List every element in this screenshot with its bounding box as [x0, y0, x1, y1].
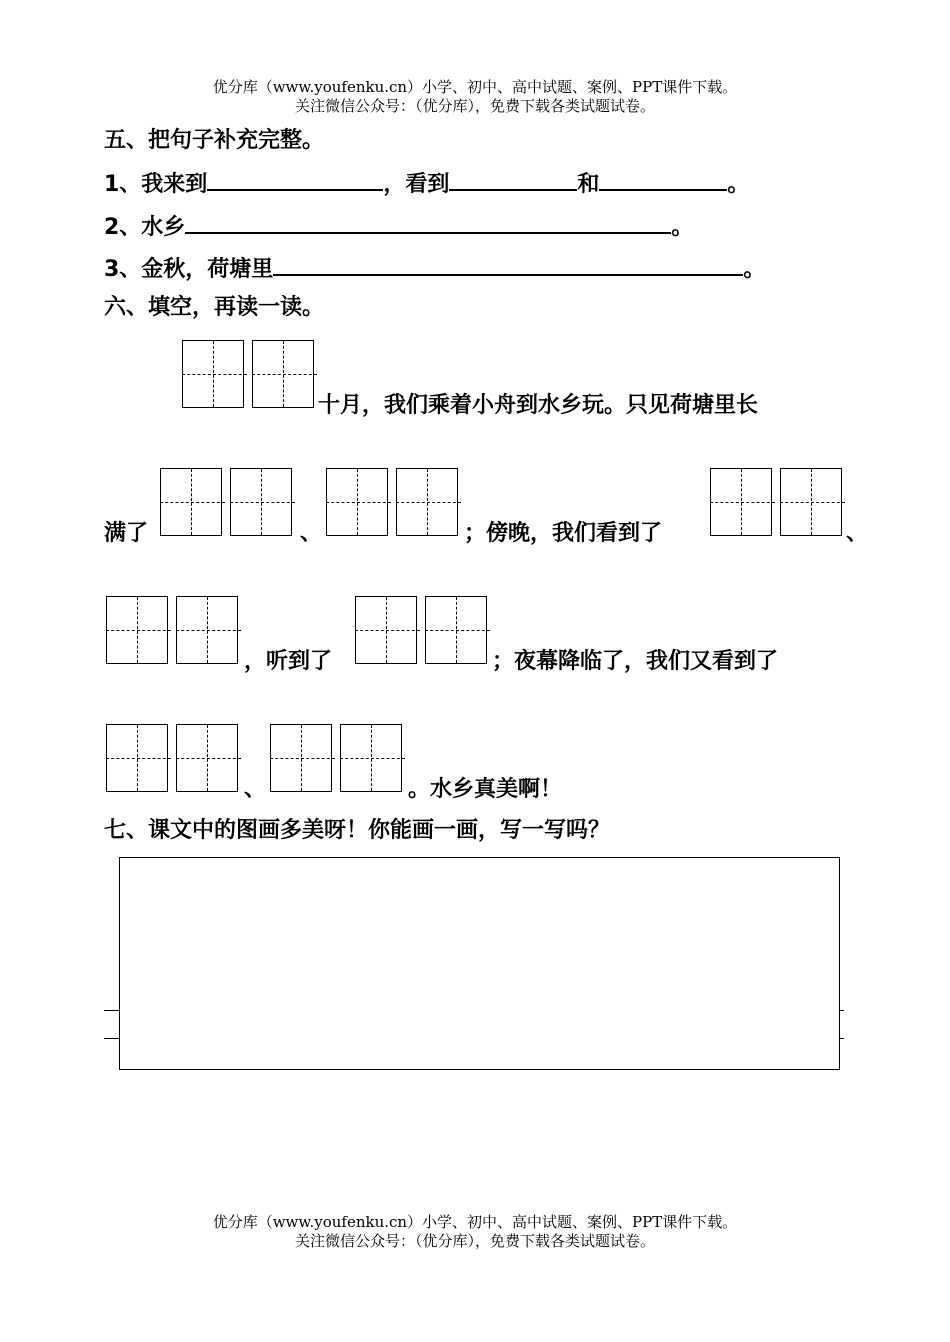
- question-1-mid: ，看到: [383, 172, 450, 197]
- question-2-prefix: 2、水乡: [104, 215, 186, 240]
- paragraph-line-4-end: 。水乡真美啊！: [408, 777, 563, 802]
- char-box[interactable]: [326, 468, 388, 536]
- paragraph-line-1: 十月，我们乘着小舟到水乡玩。只见荷塘里长: [318, 393, 759, 418]
- question-2: [104, 210, 693, 242]
- paragraph-line-3-end: ；夜幕降临了，我们又看到了: [492, 649, 779, 674]
- char-box[interactable]: [176, 724, 238, 792]
- question-1-and: 和: [577, 172, 600, 197]
- question-3-prefix: 3、金秋，荷塘里: [104, 257, 274, 282]
- char-box[interactable]: [160, 468, 222, 536]
- section-6-title: 六、填空，再读一读。: [104, 295, 325, 320]
- paragraph-line-2-start: 满了: [104, 521, 149, 546]
- char-box[interactable]: [182, 340, 244, 408]
- char-box[interactable]: [106, 724, 168, 792]
- header-line-1: 优分库（www.youfenku.cn）小学、初中、高中试题、案例、PPT课件下载。: [212, 78, 738, 96]
- footer-line-2: 关注微信公众号：（优分库），免费下载各类试题试卷。: [294, 1232, 655, 1250]
- question-3-end: 。: [743, 257, 766, 282]
- paragraph-line-2-end: 、: [846, 521, 869, 546]
- question-3-blank[interactable]: [273, 252, 743, 276]
- char-box[interactable]: [340, 724, 402, 792]
- char-box[interactable]: [176, 596, 238, 664]
- header-line-2: 关注微信公众号：（优分库），免费下载各类试题试卷。: [294, 97, 655, 115]
- writing-line-stub: [840, 1010, 844, 1011]
- char-box[interactable]: [270, 724, 332, 792]
- drawing-box[interactable]: [119, 857, 840, 1070]
- char-box[interactable]: [355, 596, 417, 664]
- question-1-blank-1[interactable]: [207, 167, 383, 191]
- footer-line-1: 优分库（www.youfenku.cn）小学、初中、高中试题、案例、PPT课件下载。: [212, 1213, 738, 1231]
- paragraph-line-2-middle: ；傍晚，我们看到了: [464, 521, 663, 546]
- char-box[interactable]: [106, 596, 168, 664]
- question-1-blank-2[interactable]: [449, 167, 577, 191]
- char-box[interactable]: [252, 340, 314, 408]
- char-box[interactable]: [396, 468, 458, 536]
- char-box[interactable]: [710, 468, 772, 536]
- writing-line-stub: [840, 1038, 844, 1039]
- char-box[interactable]: [780, 468, 842, 536]
- question-2-end: 。: [671, 215, 694, 240]
- question-1-end: 。: [727, 172, 750, 197]
- question-3: [104, 252, 765, 284]
- char-box[interactable]: [230, 468, 292, 536]
- char-box[interactable]: [425, 596, 487, 664]
- question-1-prefix: 1、我来到: [104, 172, 208, 197]
- section-5-title: 五、把句子补充完整。: [104, 128, 325, 153]
- paragraph-line-3-start: ，听到了: [244, 649, 333, 674]
- paragraph-line-2-separator: 、: [300, 521, 323, 546]
- question-1: [104, 167, 749, 199]
- writing-line-stub: [104, 1038, 119, 1039]
- paragraph-line-4-separator: 、: [244, 777, 267, 802]
- writing-line-stub: [104, 1010, 119, 1011]
- question-1-blank-3[interactable]: [599, 167, 727, 191]
- question-2-blank[interactable]: [185, 210, 671, 234]
- section-7-title: 七、课文中的图画多美呀！你能画一画，写一写吗？: [104, 818, 611, 843]
